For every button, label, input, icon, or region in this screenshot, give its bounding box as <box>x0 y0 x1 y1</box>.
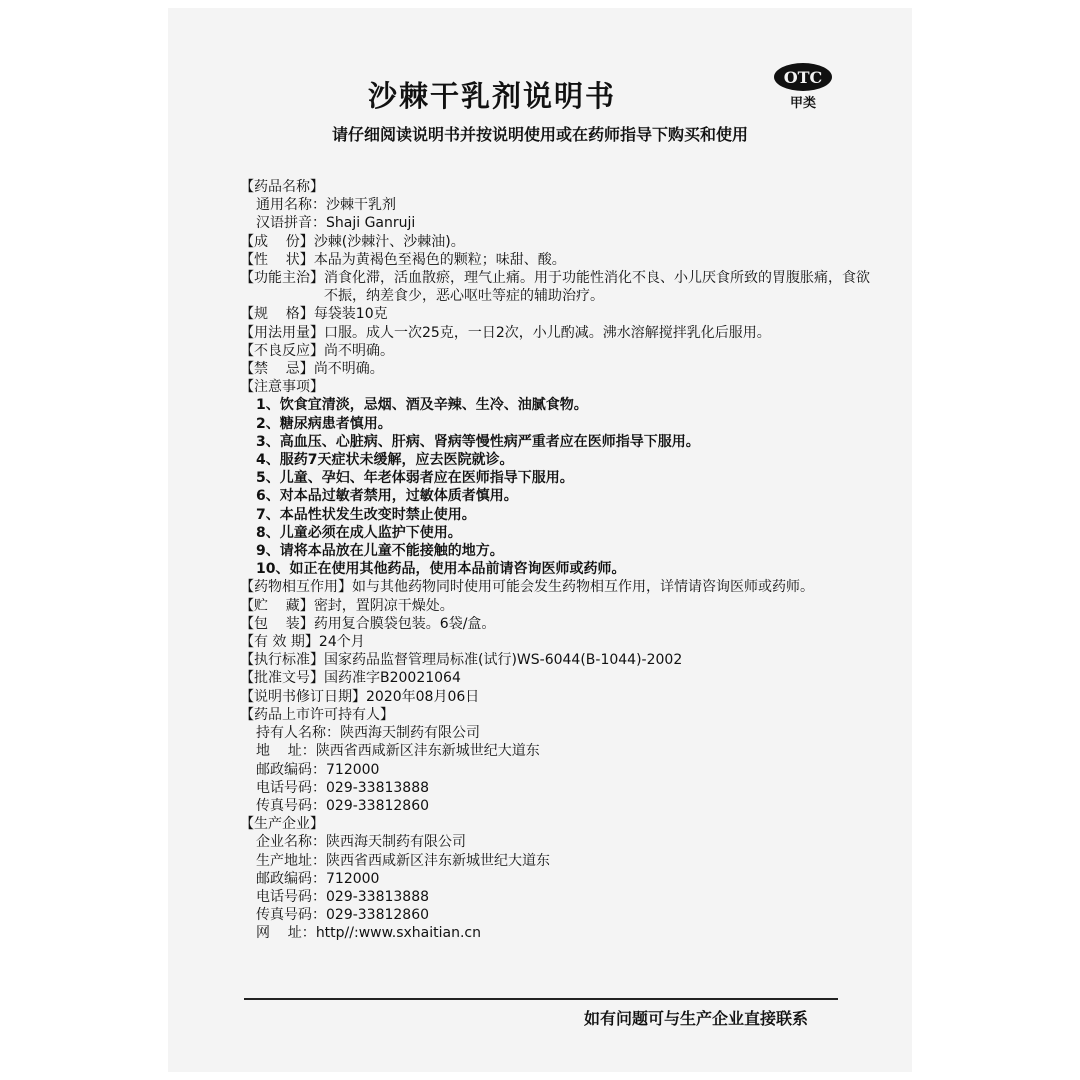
precaution-item: 9、请将本品放在儿童不能接触的地方。 <box>256 543 504 560</box>
pinyin-label: 汉语拼音： <box>256 215 326 232</box>
holder-address-label: 地 址： <box>256 743 316 760</box>
footer-divider <box>244 998 838 1000</box>
leaflet-body <box>240 178 880 943</box>
common-name-label: 通用名称： <box>256 197 326 214</box>
precaution-item: 6、对本品过敏者禁用，过敏体质者慎用。 <box>256 488 518 505</box>
mfr-website-value: http//:www.sxhaitian.cn <box>315 925 481 942</box>
mfr-website-row <box>240 924 880 942</box>
revision-label: 【说明书修订日期】 <box>240 688 366 705</box>
standard-row <box>240 651 880 669</box>
precaution-item: 1、饮食宜清淡，忌烟、酒及辛辣、生冷、油腻食物。 <box>256 397 588 414</box>
indications-row <box>240 269 880 305</box>
mfr-name-label: 企业名称： <box>256 834 326 851</box>
holder-zip-row <box>240 761 880 779</box>
section-header-precautions: 【注意事项】 <box>240 379 324 396</box>
holder-tel-value: 029-33813888 <box>326 779 430 796</box>
interactions-value: 如与其他药物同时使用可能会发生药物相互作用，详情请咨询医师或药师。 <box>352 579 814 596</box>
common-name-row <box>240 196 880 214</box>
adverse-value: 尚不明确。 <box>324 342 394 359</box>
leaflet-page <box>168 8 912 1072</box>
document-subtitle: 请仔细阅读说明书并按说明使用或在药师指导下购买和使用 <box>331 125 748 144</box>
storage-row <box>240 597 880 615</box>
otc-badge: OTC <box>774 63 832 91</box>
otc-class-label: 甲类 <box>789 96 816 111</box>
dosage-value: 口服。成人一次25克，一日2次，小儿酌减。沸水溶解搅拌乳化后服用。 <box>324 324 771 341</box>
pinyin-row <box>240 214 880 232</box>
package-label: 【包 装】 <box>240 615 314 632</box>
precaution-item: 4、服药7天症状未缓解，应去医院就诊。 <box>256 452 514 469</box>
holder-name-row <box>240 724 880 742</box>
mfr-fax-label: 传真号码： <box>256 907 326 924</box>
storage-label: 【贮 藏】 <box>240 597 314 614</box>
ingredients-label: 【成 份】 <box>240 233 314 250</box>
holder-zip-label: 邮政编码： <box>256 761 326 778</box>
holder-address-row <box>240 742 880 760</box>
mfr-zip-label: 邮政编码： <box>256 870 326 887</box>
precaution-item: 2、糖尿病患者慎用。 <box>256 415 392 432</box>
standard-label: 【执行标准】 <box>240 652 324 669</box>
spec-value: 每袋装10克 <box>313 306 388 323</box>
holder-tel-label: 电话号码： <box>256 779 326 796</box>
interactions-row <box>240 578 880 596</box>
mfr-name-value: 陕西海天制药有限公司 <box>326 834 466 851</box>
appearance-value: 本品为黄褐色至褐色的颗粒；味甜、酸。 <box>313 251 566 268</box>
storage-value: 密封，置阴凉干燥处。 <box>313 597 454 614</box>
precaution-item: 7、本品性状发生改变时禁止使用。 <box>256 506 476 523</box>
validity-row <box>240 633 880 651</box>
holder-name-label: 持有人名称： <box>256 725 340 742</box>
holder-fax-label: 传真号码： <box>256 797 326 814</box>
precaution-item: 3、高血压、心脏病、肝病、肾病等慢性病严重者应在医师指导下服用。 <box>256 433 700 450</box>
footer-contact-note: 如有问题可与生产企业直接联系 <box>583 1009 808 1028</box>
adverse-label: 【不良反应】 <box>240 342 324 359</box>
revision-value: 2020年08月06日 <box>366 688 480 705</box>
section-header-manufacturer: 【生产企业】 <box>240 816 324 833</box>
spec-row <box>240 305 880 323</box>
validity-label: 【有 效 期】 <box>240 634 319 651</box>
section-header-drug-name: 【药品名称】 <box>240 179 324 195</box>
mfr-fax-value: 029-33812860 <box>326 907 430 924</box>
document-title: 沙棘干乳剂说明书 <box>367 79 616 113</box>
validity-value: 24个月 <box>318 634 365 651</box>
mfr-fax-row <box>240 906 880 924</box>
package-value: 药用复合膜袋包装。6袋/盒。 <box>313 615 496 632</box>
approval-value: 国药准字B20021064 <box>324 670 461 687</box>
mfr-tel-label: 电话号码： <box>256 888 326 905</box>
contra-row <box>240 360 880 378</box>
precaution-item: 8、儿童必须在成人监护下使用。 <box>256 524 462 541</box>
pinyin-value: Shaji Ganruji <box>326 215 416 232</box>
spec-label: 【规 格】 <box>240 306 314 323</box>
contra-label: 【禁 忌】 <box>240 361 314 378</box>
adverse-row <box>240 342 880 360</box>
indications-value: 消食化滞，活血散瘀，理气止痛。用于功能性消化不良、小儿厌食所致的胃腹胀痛，食欲不振，纳差食少，恶心呕吐等症的辅助治疗。 <box>324 270 870 305</box>
holder-tel-row <box>240 779 880 797</box>
holder-name-value: 陕西海天制药有限公司 <box>340 725 480 742</box>
mfr-address-value: 陕西省西咸新区沣东新城世纪大道东 <box>326 852 550 869</box>
dosage-label: 【用法用量】 <box>240 324 324 341</box>
standard-value: 国家药品监督管理局标准(试行)WS-6044(B-1044)-2002 <box>324 652 683 669</box>
ingredients-value: 沙棘(沙棘汁、沙棘油)。 <box>313 233 465 250</box>
mfr-zip-row <box>240 870 880 888</box>
revision-row <box>240 688 880 706</box>
approval-row <box>240 669 880 687</box>
dosage-row <box>240 324 880 342</box>
holder-fax-row <box>240 797 880 815</box>
package-row <box>240 615 880 633</box>
common-name-value: 沙棘干乳剂 <box>326 197 396 214</box>
mfr-address-row <box>240 852 880 870</box>
mfr-name-row <box>240 833 880 851</box>
holder-fax-value: 029-33812860 <box>326 797 430 814</box>
holder-address-value: 陕西省西咸新区沣东新城世纪大道东 <box>315 743 540 760</box>
mfr-tel-row <box>240 888 880 906</box>
contra-value: 尚不明确。 <box>313 361 384 378</box>
approval-label: 【批准文号】 <box>240 670 324 687</box>
holder-zip-value: 712000 <box>326 761 380 778</box>
interactions-label: 【药物相互作用】 <box>240 579 352 596</box>
mfr-tel-value: 029-33813888 <box>326 888 430 905</box>
indications-label: 【功能主治】 <box>240 270 324 287</box>
ingredients-row <box>240 233 880 251</box>
mfr-website-label: 网 址： <box>256 925 316 942</box>
precaution-item: 10、如正在使用其他药品，使用本品前请咨询医师或药师。 <box>256 561 626 578</box>
mfr-zip-value: 712000 <box>326 870 380 887</box>
precaution-item: 5、儿童、孕妇、年老体弱者应在医师指导下服用。 <box>256 470 574 487</box>
appearance-label: 【性 状】 <box>240 251 314 268</box>
section-header-holder: 【药品上市许可持有人】 <box>240 706 394 723</box>
appearance-row <box>240 251 880 269</box>
mfr-address-label: 生产地址： <box>256 852 326 869</box>
